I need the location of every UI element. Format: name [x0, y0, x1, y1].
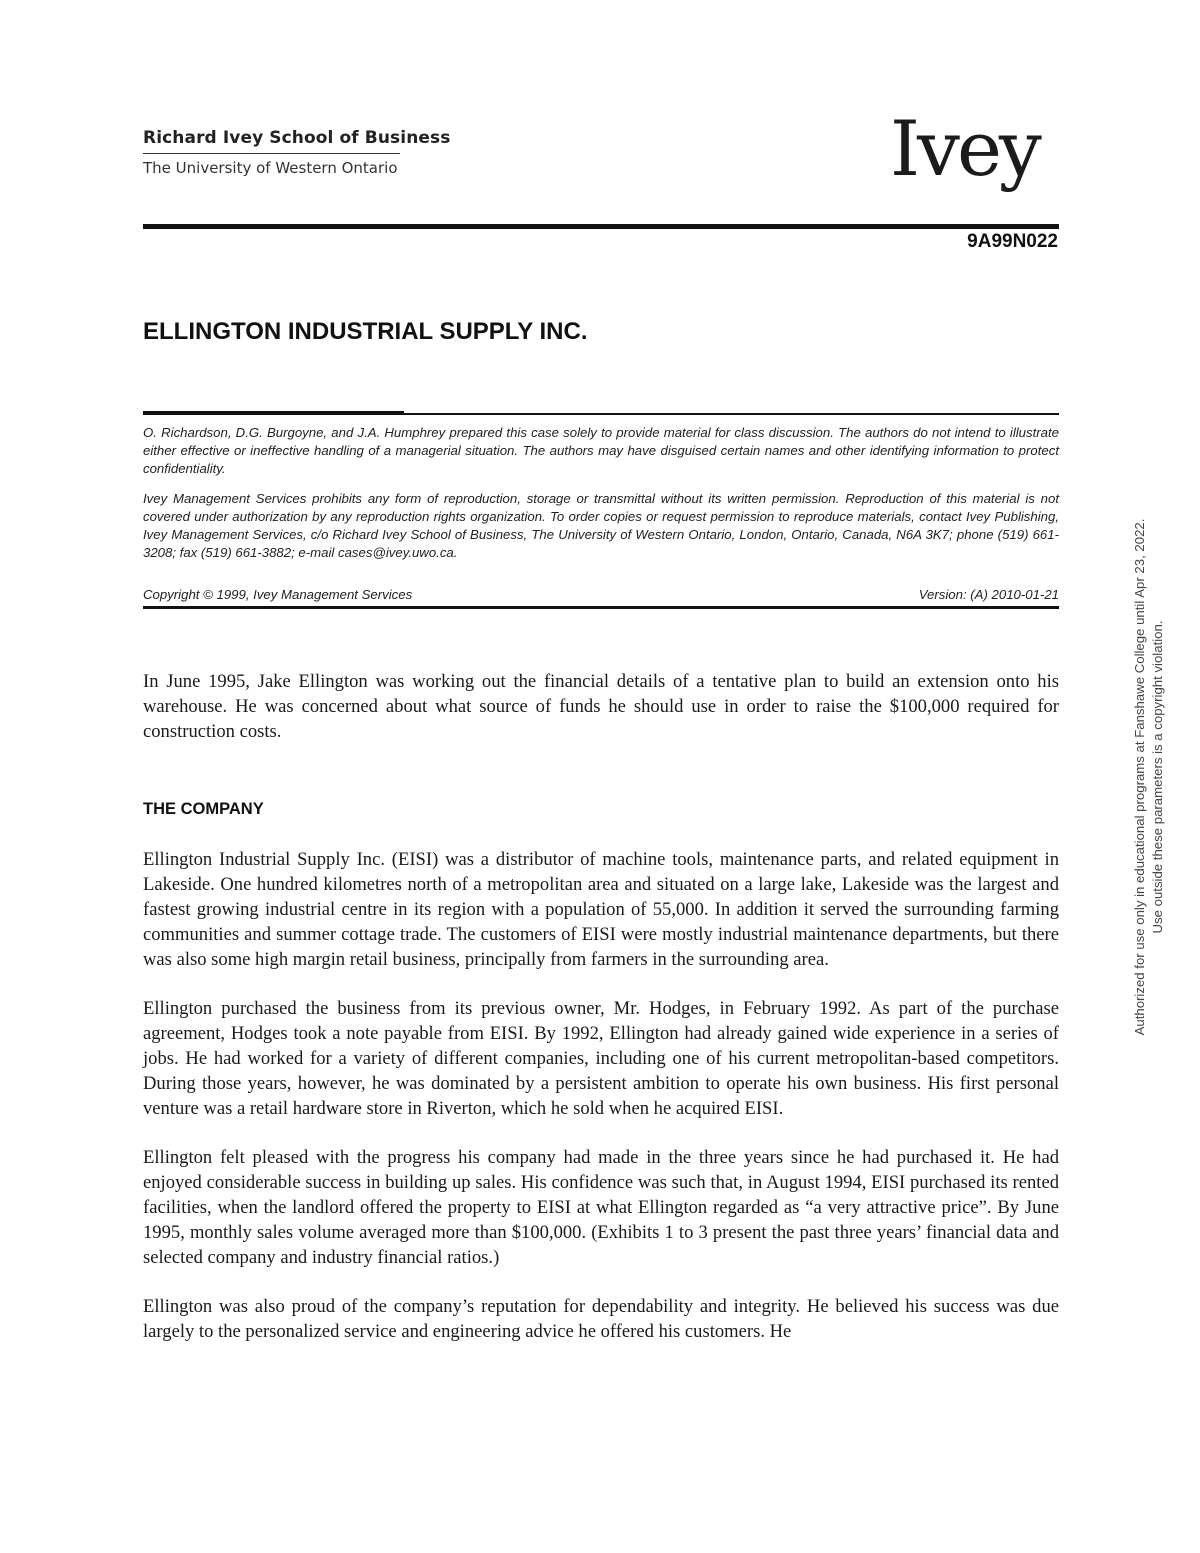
license-watermark: [1131, 467, 1167, 1087]
authors-notice: O. Richardson, D.G. Burgoyne, and J.A. Humphrey prepared this case solely to provide material for class discussion. The authors do not intend to illustrate either effective or ineffective handling of a managerial situation. The authors may have disguised certain names and other identifying information to protect confidentiality.: [143, 425, 1059, 476]
school-block: [143, 128, 450, 177]
license-line-2: Use outside these parameters is a copyright violation.: [1150, 620, 1165, 934]
copyright-row: [143, 587, 1059, 602]
section-heading: THE COMPANY: [143, 800, 264, 819]
body-paragraph: Ellington was also proud of the company’s reputation for dependability and integrity. He believed his success was due largely to the personalized service and engineering advice he offered his customers. He: [143, 1296, 1059, 1343]
version-text: Version: (A) 2010-01-21: [918, 587, 1059, 602]
case-number: 9A99N022: [967, 231, 1058, 252]
copyright-text: Copyright © 1999, Ivey Management Services: [143, 587, 413, 602]
header-rule: [143, 224, 1059, 229]
ivey-logo: Ivey: [890, 104, 1039, 193]
body-paragraph: Ellington felt pleased with the progress his company had made in the three years since he had purchased it. He had enjoyed considerable success in building up sales. His confidence was such that, in August 1994, EISI purchased its rented facilities, when the landlord offered the property to EISI at what Ellington regarded as “a very attractive price”. By June 1995, monthly sales volume averaged more than $100,000. (Exhibits 1 to 3 present the past three years’ financial data and selected company and industry financial ratios.): [143, 1147, 1059, 1268]
school-name: Richard Ivey School of Business: [143, 128, 451, 148]
notice-bottom-rule: [143, 606, 1059, 609]
license-line-1: Authorized for use only in educational programs at Fanshawe College until Apr 23, 2022.: [1132, 518, 1147, 1036]
notice-rule: [143, 413, 1059, 415]
legal-notice: [143, 424, 1059, 562]
body-paragraph: Ellington Industrial Supply Inc. (EISI) was a distributor of machine tools, maintenance parts, and related equipment in Lakeside. One hundred kilometres north of a metropolitan area and situated on a large lake, Lakeside was the largest and fastest growing industrial centre in its region with a population of 55,000. In addition it served the surrounding farming communities and summer cottage trade. The customers of EISI were mostly industrial maintenance departments, but there was also some high margin retail business, principally from farmers in the surrounding area.: [143, 849, 1059, 970]
body-paragraph: Ellington purchased the business from its previous owner, Mr. Hodges, in February 1992. As part of the purchase agreement, Hodges took a note payable from EISI. By 1992, Ellington had already gained wide experience in a series of jobs. He had worked for a variety of different companies, including one of his current metropolitan-based competitors. During those years, however, he was dominated by a persistent ambition to operate his own business. His first personal venture was a retail hardware store in Riverton, which he sold when he acquired EISI.: [143, 998, 1059, 1119]
case-body: [143, 670, 1059, 1345]
reproduction-notice: Ivey Management Services prohibits any form of reproduction, storage or transmittal without its written permission. Reproduction of this material is not covered under authorization by any reproduction rights organization. To order copies or request permission to reproduce materials, contact Ivey Publishing, Ivey Management Services, c/o Richard Ivey School of Business, The University of Western Ontario, London, Ontario, Canada, N6A 3K7; phone (519) 661-3208; fax (519) 661-3882; e-mail cases@ivey.uwo.ca.: [143, 491, 1059, 560]
university-name: The University of Western Ontario: [143, 159, 398, 177]
case-title: ELLINGTON INDUSTRIAL SUPPLY INC.: [143, 318, 588, 345]
intro-paragraph: In June 1995, Jake Ellington was working out the financial details of a tentative plan to build an extension onto his warehouse. He was concerned about what source of funds he should use in order to raise the $100,000 required for construction costs.: [143, 671, 1059, 742]
school-divider: [143, 153, 400, 154]
